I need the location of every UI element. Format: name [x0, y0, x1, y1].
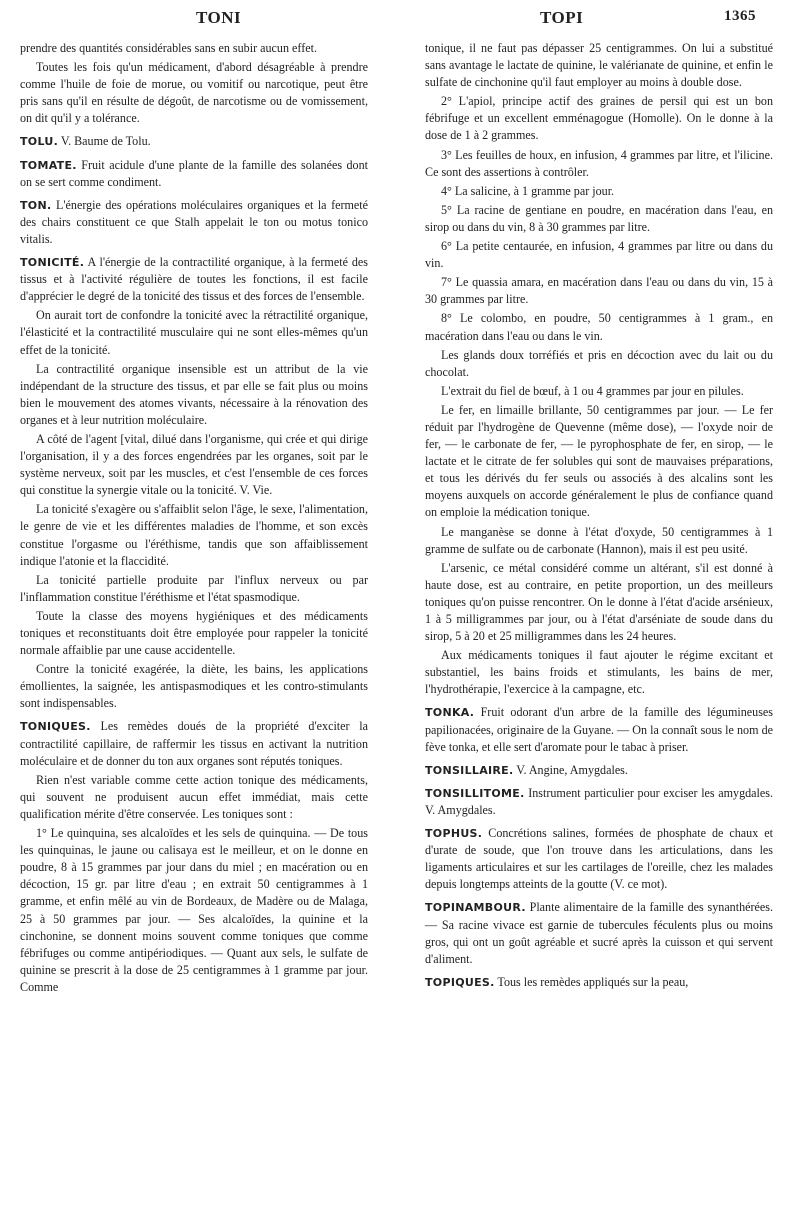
dictionary-entry: [20, 197, 368, 248]
dictionary-entry: [425, 704, 773, 755]
paragraph: Toute la classe des moyens hygiéniques et des médicaments toniques et reconstituants doit être employée pour rappeler la tonicité normale affaiblie par une cause accidentelle.: [20, 608, 368, 658]
right-column: [425, 40, 773, 993]
dictionary-entry: [425, 974, 773, 991]
entry-definition: L'énergie des opérations moléculaires organiques et la fermeté des chairs constituent ce que Stalh appelait le ton ou motus tonico vitalis.: [20, 197, 368, 246]
dictionary-entry: [20, 718, 368, 769]
paragraph: L'arsenic, ce métal considéré comme un altérant, s'il est donné à haute dose, est au contraire, en petite proportion, un des meilleurs toniques qu'on puisse rencontrer. On le donne à l'état d'acide arsénieux, 1 à 5 milligrammes par jour, ou à l'état d'arséniate de soude dans du sirop, 5 à 20 et 25 milligrammes dans les 24 heures.: [425, 560, 773, 644]
paragraph: Contre la tonicité exagérée, la diète, les bains, les applications émollientes, la saignée, les antispasmodiques et les contro-stimulants sont indispensables.: [20, 662, 368, 711]
dictionary-entry: [20, 254, 368, 305]
left-column: [20, 40, 368, 998]
entry-definition: Les remèdes doués de la propriété d'exciter la contractilité capillaire, de raffermir les tissus en activant la nutrition moléculaire et de donner du ton aux organes sont réputés toniques.: [20, 719, 368, 768]
paragraph: 4° La salicine, à 1 gramme par jour.: [441, 183, 615, 198]
dictionary-entry: [20, 133, 368, 150]
paragraph: 6° La petite centaurée, en infusion, 4 grammes par litre ou dans du vin.: [425, 239, 773, 271]
paragraph: A côté de l'agent [vital, dilué dans l'organisme, qui crée et qui dirige l'organisation, il y a des forces engendrées par les organes, soit par le système nerveux, soit par les muscles, et c'est l'ensemble de ces forces qui constitue la synergie vitale ou la tonicité. V. Vie.: [20, 431, 368, 498]
paragraph: Le fer, en limaille brillante, 50 centigrammes par jour. — Le fer réduit par l'hydrogène de Quevenne (même dose), — l'oxyde noir de fer, — le carbonate de fer, — le pyrophosphate de fer, en sirop, — le lactate et le citrate de fer solubles qui sont de mauvaises préparations, et tous les dérivés du fer seuls ou associés à des alcalins sont les moyens auxquels on accorde généralement le plus de confiance quand on emploie la médication tonique.: [425, 402, 773, 520]
paragraph: 2° L'apiol, principe actif des graines de persil qui est un bon fébrifuge et un excellent emménagogue (Homolle). On le donne à la dose de 1 à 2 grammes.: [425, 94, 773, 143]
entry-definition: Fruit acidule d'une plante de la famille des solanées dont on se sert comme condiment.: [20, 157, 368, 189]
entry-definition: V. Angine, Amygdales.: [513, 762, 628, 777]
paragraph: On aurait tort de confondre la tonicité avec la rétractilité organique, l'élasticité et la contractilité musculaire qui ne sont elles-mêmes qu'un effet de la tonicité.: [20, 308, 368, 357]
paragraph: 5° La racine de gentiane en poudre, en macération dans l'eau, en sirop ou dans du vin, 8 à 30 grammes par litre.: [425, 202, 773, 234]
entry-definition: Concrétions salines, formées de phosphate de chaux et d'urate de soude, que l'on trouve dans les articulations, dans les ligaments articulaires et sur les cartilages de l'oreille, chez les malades depuis longtemps atteints de la goutte (V. ce mot).: [425, 826, 773, 892]
entry-headword: TONSILLAIRE.: [425, 763, 514, 777]
paragraph: La tonicité s'exagère ou s'affaiblit selon l'âge, le sexe, l'alimentation, le genre de vie et les différentes maladies de l'homme, et son excès constitue l'orgasme ou l'éréthisme, tandis que son affaiblissement indique l'atonie et la flaccidité.: [20, 502, 368, 568]
entry-headword: TONIQUES.: [20, 720, 91, 734]
paragraph: tonique, il ne faut pas dépasser 25 centigrammes. On lui a substitué sans avantage le lactate de quinine, le valérianate de quinine, et enfin le sulfate de cinchonine qu'il faut employer au moins à double dose.: [425, 41, 773, 90]
paragraph: 1° Le quinquina, ses alcaloïdes et les sels de quinquina. — De tous les quinquinas, le jaune ou calisaya est le meilleur, et on le donne en poudre, 8 à 15 grammes par jour dans du miel ; en macération ou en décoction, 15 gr. par litre d'eau ; en extrait 50 centigrammes à 1 gramme, et enfin mêlé au vin de Bordeaux, de Madère ou de Malaga, 25 à 50 grammes par jour. — Ses alcaloïdes, la quinine et la cinchonine, se donnent moins souvent comme toniques que comme fébrifuges ou comme antipériodiques. — Quant aux sels, le sulfate de quinine se prescrit à la dose de 25 centigrammes à 1 gramme par jour. Comme: [20, 826, 368, 994]
entry-headword: TONSILLITOME.: [425, 786, 525, 800]
entry-definition: Tous les remèdes appliqués sur la peau,: [494, 974, 689, 989]
paragraph: L'extrait du fiel de bœuf, à 1 ou 4 grammes par jour en pilules.: [441, 383, 744, 398]
paragraph: Aux médicaments toniques il faut ajouter le régime excitant et substantiel, les bains froids et stimulants, les bains de mer, l'hydrothérapie, l'exercice à la campagne, etc.: [425, 648, 773, 697]
entry-headword: TONICITÉ.: [20, 256, 85, 270]
dictionary-entry: [425, 825, 773, 893]
dictionary-entry: [425, 762, 773, 779]
paragraph: Le manganèse se donne à l'état d'oxyde, 50 centigrammes à 1 gramme de sulfate ou de carbonate (Hannon), mais il est peu usité.: [425, 524, 773, 556]
paragraph: 8° Le colombo, en poudre, 50 centigrammes à 1 gram., en macération dans l'eau ou dans le vin.: [425, 311, 773, 343]
paragraph: Rien n'est variable comme cette action tonique des médicaments, qui souvent ne produisent aucun effet immédiat, mais cette qualification mérite d'être conservée. Les toniques sont :: [20, 772, 368, 821]
entry-headword: TOLU.: [20, 135, 59, 149]
page-number: 1365: [724, 8, 756, 24]
entry-headword: TOPINAMBOUR.: [425, 901, 526, 915]
entry-definition: Plante alimentaire de la famille des synanthérées. — Sa racine vivace est garnie de tubercules féculents plus ou moins gros, qui ont un goût agréable et sucré après la cuisson et qui servent d'aliment.: [425, 900, 773, 966]
entry-headword: TOMATE.: [20, 158, 77, 172]
paragraph: 3° Les feuilles de houx, en infusion, 4 grammes par litre, et l'ilicine. Ce sont des assertions à contrôler.: [425, 147, 773, 179]
paragraph: Toutes les fois qu'un médicament, d'abord désagréable à prendre comme l'huile de foie de morue, ou vomitif ou narcotique, peut être pris sans qu'il en résulte de dégoût, de narcotisme ou de vomissement, on dit qu'il y a tolérance.: [20, 60, 368, 126]
entry-headword: TOPIQUES.: [425, 975, 495, 989]
entry-definition: A l'énergie de la contractilité organique, à la fermeté des tissus et à l'activité régulière de toutes les fonctions, il est facile d'apprécier le degré de la tonicité des tissus et des forces de l'ensemble.: [20, 255, 368, 304]
paragraph: 7° Le quassia amara, en macération dans l'eau ou dans du vin, 15 à 30 grammes par litre.: [425, 275, 773, 307]
entry-headword: TOPHUS.: [425, 827, 483, 841]
paragraph: Les glands doux torréfiés et pris en décoction avec du lait ou du chocolat.: [425, 347, 773, 379]
entry-headword: TONKA.: [425, 706, 475, 720]
right-running-head: TOPI: [540, 8, 584, 27]
left-running-head: TONI: [196, 8, 242, 27]
dictionary-entry: [425, 899, 773, 967]
paragraph: prendre des quantités considérables sans en subir aucun effet.: [20, 41, 317, 55]
entry-definition: Fruit odorant d'un arbre de la famille des légumineuses papilionacées, originaire de la Guyane. — On la connaît sous le nom de fève tonka, et elle sert d'aromate pour le tabac à priser.: [425, 705, 773, 754]
paragraph: La tonicité partielle produite par l'influx nerveux ou par l'inflammation constitue l'éréthisme et l'état spasmodique.: [20, 572, 368, 604]
paragraph: La contractilité organique insensible est un attribut de la vie indépendant de la structure des tissus, et par elle se fait plus ou moins bien le mouvement des atomes vivants, nécessaire à la rénovation des organes et à leur nutrition moléculaire.: [20, 361, 368, 427]
entry-definition: Instrument particulier pour exciser les amygdales. V. Amygdales.: [425, 785, 773, 817]
entry-headword: TON.: [20, 198, 52, 212]
dictionary-entry: [20, 157, 368, 191]
dictionary-entry: [425, 785, 773, 819]
entry-definition: V. Baume de Tolu.: [58, 134, 151, 149]
